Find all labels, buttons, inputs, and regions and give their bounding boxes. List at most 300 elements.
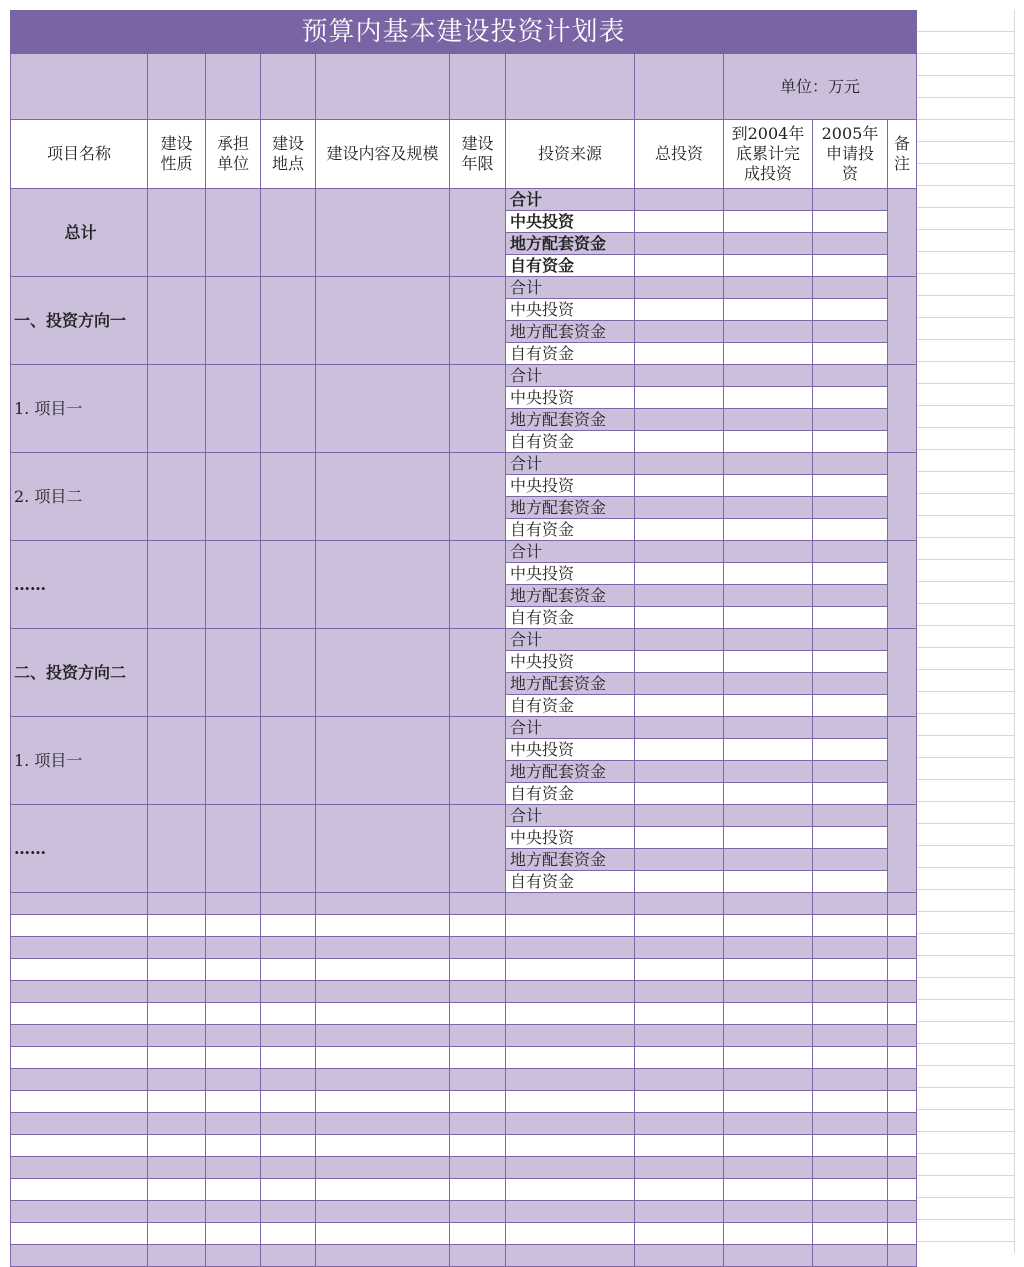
empty-cell[interactable]: [206, 1091, 261, 1113]
remark-cell[interactable]: [888, 277, 917, 365]
empty-cell[interactable]: [813, 1113, 888, 1135]
project-name-cell[interactable]: 总计: [11, 189, 148, 277]
group-cell[interactable]: [206, 541, 261, 629]
amount-cell[interactable]: [813, 607, 888, 629]
investment-source-cell[interactable]: 地方配套资金: [506, 673, 635, 695]
empty-cell[interactable]: [316, 1003, 450, 1025]
amount-cell[interactable]: [813, 299, 888, 321]
empty-cell[interactable]: [888, 1113, 917, 1135]
empty-cell[interactable]: [506, 893, 635, 915]
empty-cell[interactable]: [316, 1025, 450, 1047]
investment-source-cell[interactable]: 中央投资: [506, 651, 635, 673]
empty-cell[interactable]: [506, 937, 635, 959]
empty-cell[interactable]: [724, 1157, 813, 1179]
investment-source-cell[interactable]: 中央投资: [506, 739, 635, 761]
amount-cell[interactable]: [724, 717, 813, 739]
empty-cell[interactable]: [724, 1047, 813, 1069]
empty-cell[interactable]: [450, 915, 506, 937]
empty-cell[interactable]: [724, 1069, 813, 1091]
amount-cell[interactable]: [813, 189, 888, 211]
empty-cell[interactable]: [724, 1135, 813, 1157]
empty-cell[interactable]: [635, 1069, 724, 1091]
amount-cell[interactable]: [724, 849, 813, 871]
amount-cell[interactable]: [635, 299, 724, 321]
empty-cell[interactable]: [11, 1091, 148, 1113]
amount-cell[interactable]: [635, 475, 724, 497]
empty-cell[interactable]: [888, 1003, 917, 1025]
empty-cell[interactable]: [148, 1201, 206, 1223]
group-cell[interactable]: [316, 717, 450, 805]
amount-cell[interactable]: [635, 871, 724, 893]
empty-cell[interactable]: [261, 915, 316, 937]
group-cell[interactable]: [450, 365, 506, 453]
empty-cell[interactable]: [261, 1113, 316, 1135]
empty-cell[interactable]: [506, 1135, 635, 1157]
empty-cell[interactable]: [635, 1047, 724, 1069]
group-cell[interactable]: [148, 365, 206, 453]
empty-cell[interactable]: [148, 1091, 206, 1113]
empty-cell[interactable]: [450, 1025, 506, 1047]
amount-cell[interactable]: [635, 211, 724, 233]
amount-cell[interactable]: [635, 541, 724, 563]
empty-cell[interactable]: [450, 1135, 506, 1157]
amount-cell[interactable]: [813, 475, 888, 497]
amount-cell[interactable]: [724, 739, 813, 761]
investment-source-cell[interactable]: 中央投资: [506, 299, 635, 321]
amount-cell[interactable]: [813, 343, 888, 365]
amount-cell[interactable]: [635, 827, 724, 849]
unit-row-cell[interactable]: [635, 54, 724, 120]
unit-row-cell[interactable]: [148, 54, 206, 120]
empty-cell[interactable]: [724, 959, 813, 981]
amount-cell[interactable]: [724, 387, 813, 409]
empty-cell[interactable]: [316, 893, 450, 915]
unit-row-cell[interactable]: [450, 54, 506, 120]
empty-cell[interactable]: [813, 1025, 888, 1047]
empty-cell[interactable]: [635, 1025, 724, 1047]
investment-source-cell[interactable]: 合计: [506, 453, 635, 475]
amount-cell[interactable]: [635, 629, 724, 651]
group-cell[interactable]: [261, 541, 316, 629]
group-cell[interactable]: [148, 805, 206, 893]
amount-cell[interactable]: [813, 761, 888, 783]
empty-cell[interactable]: [813, 1047, 888, 1069]
unit-row-cell[interactable]: [316, 54, 450, 120]
empty-cell[interactable]: [206, 893, 261, 915]
amount-cell[interactable]: [724, 761, 813, 783]
empty-cell[interactable]: [450, 937, 506, 959]
empty-cell[interactable]: [11, 1201, 148, 1223]
amount-cell[interactable]: [813, 365, 888, 387]
investment-source-cell[interactable]: 自有资金: [506, 343, 635, 365]
investment-source-cell[interactable]: 地方配套资金: [506, 761, 635, 783]
empty-cell[interactable]: [316, 1091, 450, 1113]
investment-source-cell[interactable]: 地方配套资金: [506, 233, 635, 255]
empty-cell[interactable]: [813, 915, 888, 937]
group-cell[interactable]: [206, 717, 261, 805]
amount-cell[interactable]: [724, 409, 813, 431]
amount-cell[interactable]: [635, 651, 724, 673]
empty-cell[interactable]: [450, 1245, 506, 1267]
amount-cell[interactable]: [813, 541, 888, 563]
amount-cell[interactable]: [724, 805, 813, 827]
group-cell[interactable]: [450, 805, 506, 893]
empty-cell[interactable]: [206, 1025, 261, 1047]
empty-cell[interactable]: [506, 1069, 635, 1091]
amount-cell[interactable]: [724, 871, 813, 893]
empty-cell[interactable]: [724, 915, 813, 937]
empty-cell[interactable]: [316, 1245, 450, 1267]
investment-source-cell[interactable]: 合计: [506, 717, 635, 739]
empty-cell[interactable]: [635, 1245, 724, 1267]
empty-cell[interactable]: [261, 1091, 316, 1113]
empty-cell[interactable]: [635, 1091, 724, 1113]
amount-cell[interactable]: [724, 475, 813, 497]
group-cell[interactable]: [261, 805, 316, 893]
amount-cell[interactable]: [813, 233, 888, 255]
amount-cell[interactable]: [724, 607, 813, 629]
empty-cell[interactable]: [450, 1003, 506, 1025]
amount-cell[interactable]: [724, 651, 813, 673]
investment-source-cell[interactable]: 自有资金: [506, 255, 635, 277]
empty-cell[interactable]: [261, 1179, 316, 1201]
amount-cell[interactable]: [635, 365, 724, 387]
empty-cell[interactable]: [813, 1201, 888, 1223]
amount-cell[interactable]: [635, 519, 724, 541]
empty-cell[interactable]: [148, 1157, 206, 1179]
group-cell[interactable]: [206, 805, 261, 893]
empty-cell[interactable]: [506, 1245, 635, 1267]
remark-cell[interactable]: [888, 365, 917, 453]
empty-cell[interactable]: [316, 1179, 450, 1201]
empty-cell[interactable]: [635, 1179, 724, 1201]
empty-cell[interactable]: [316, 1157, 450, 1179]
amount-cell[interactable]: [724, 563, 813, 585]
amount-cell[interactable]: [724, 211, 813, 233]
empty-cell[interactable]: [148, 1179, 206, 1201]
group-cell[interactable]: [316, 629, 450, 717]
empty-cell[interactable]: [206, 1113, 261, 1135]
group-cell[interactable]: [450, 541, 506, 629]
empty-cell[interactable]: [11, 937, 148, 959]
empty-cell[interactable]: [316, 1135, 450, 1157]
group-cell[interactable]: [261, 629, 316, 717]
group-cell[interactable]: [450, 453, 506, 541]
unit-row-cell[interactable]: [261, 54, 316, 120]
group-cell[interactable]: [316, 541, 450, 629]
empty-cell[interactable]: [888, 1069, 917, 1091]
empty-cell[interactable]: [148, 959, 206, 981]
amount-cell[interactable]: [813, 497, 888, 519]
empty-cell[interactable]: [11, 893, 148, 915]
empty-cell[interactable]: [506, 1157, 635, 1179]
amount-cell[interactable]: [724, 695, 813, 717]
amount-cell[interactable]: [635, 387, 724, 409]
amount-cell[interactable]: [813, 695, 888, 717]
empty-cell[interactable]: [206, 1223, 261, 1245]
amount-cell[interactable]: [635, 607, 724, 629]
empty-cell[interactable]: [206, 937, 261, 959]
investment-source-cell[interactable]: 中央投资: [506, 211, 635, 233]
empty-cell[interactable]: [635, 981, 724, 1003]
amount-cell[interactable]: [724, 673, 813, 695]
empty-cell[interactable]: [450, 1201, 506, 1223]
empty-cell[interactable]: [813, 1157, 888, 1179]
empty-cell[interactable]: [813, 1091, 888, 1113]
empty-cell[interactable]: [888, 1091, 917, 1113]
amount-cell[interactable]: [813, 673, 888, 695]
empty-cell[interactable]: [888, 1047, 917, 1069]
empty-cell[interactable]: [148, 937, 206, 959]
amount-cell[interactable]: [724, 277, 813, 299]
empty-cell[interactable]: [11, 1135, 148, 1157]
empty-cell[interactable]: [261, 1245, 316, 1267]
amount-cell[interactable]: [813, 453, 888, 475]
empty-cell[interactable]: [148, 1025, 206, 1047]
empty-cell[interactable]: [724, 1025, 813, 1047]
empty-cell[interactable]: [206, 1245, 261, 1267]
empty-cell[interactable]: [635, 893, 724, 915]
amount-cell[interactable]: [813, 651, 888, 673]
group-cell[interactable]: [450, 277, 506, 365]
amount-cell[interactable]: [724, 783, 813, 805]
amount-cell[interactable]: [635, 453, 724, 475]
remark-cell[interactable]: [888, 629, 917, 717]
empty-cell[interactable]: [724, 1113, 813, 1135]
empty-cell[interactable]: [206, 1069, 261, 1091]
group-cell[interactable]: [148, 277, 206, 365]
investment-source-cell[interactable]: 合计: [506, 805, 635, 827]
investment-source-cell[interactable]: 地方配套资金: [506, 321, 635, 343]
empty-cell[interactable]: [11, 1157, 148, 1179]
empty-cell[interactable]: [635, 1157, 724, 1179]
empty-cell[interactable]: [11, 1113, 148, 1135]
empty-cell[interactable]: [888, 1201, 917, 1223]
empty-cell[interactable]: [11, 1179, 148, 1201]
amount-cell[interactable]: [635, 585, 724, 607]
empty-cell[interactable]: [888, 893, 917, 915]
empty-cell[interactable]: [506, 1091, 635, 1113]
group-cell[interactable]: [316, 805, 450, 893]
empty-cell[interactable]: [206, 1201, 261, 1223]
empty-cell[interactable]: [206, 1047, 261, 1069]
empty-cell[interactable]: [148, 893, 206, 915]
group-cell[interactable]: [450, 189, 506, 277]
empty-cell[interactable]: [316, 1069, 450, 1091]
project-name-cell[interactable]: 2. 项目二: [11, 453, 148, 541]
empty-cell[interactable]: [888, 1223, 917, 1245]
empty-cell[interactable]: [506, 1047, 635, 1069]
amount-cell[interactable]: [813, 585, 888, 607]
empty-cell[interactable]: [261, 1003, 316, 1025]
empty-cell[interactable]: [11, 1223, 148, 1245]
amount-cell[interactable]: [813, 827, 888, 849]
amount-cell[interactable]: [635, 673, 724, 695]
amount-cell[interactable]: [635, 189, 724, 211]
amount-cell[interactable]: [813, 211, 888, 233]
empty-cell[interactable]: [148, 981, 206, 1003]
group-cell[interactable]: [316, 277, 450, 365]
empty-cell[interactable]: [148, 1003, 206, 1025]
empty-cell[interactable]: [261, 1223, 316, 1245]
empty-cell[interactable]: [635, 1201, 724, 1223]
empty-cell[interactable]: [148, 1135, 206, 1157]
project-name-cell[interactable]: 二、投资方向二: [11, 629, 148, 717]
empty-cell[interactable]: [261, 1135, 316, 1157]
empty-cell[interactable]: [261, 1047, 316, 1069]
empty-cell[interactable]: [888, 959, 917, 981]
empty-cell[interactable]: [11, 915, 148, 937]
empty-cell[interactable]: [450, 893, 506, 915]
empty-cell[interactable]: [813, 1179, 888, 1201]
empty-cell[interactable]: [813, 1135, 888, 1157]
group-cell[interactable]: [148, 717, 206, 805]
empty-cell[interactable]: [813, 1223, 888, 1245]
empty-cell[interactable]: [635, 915, 724, 937]
investment-source-cell[interactable]: 自有资金: [506, 431, 635, 453]
investment-source-cell[interactable]: 合计: [506, 629, 635, 651]
empty-cell[interactable]: [635, 1223, 724, 1245]
empty-cell[interactable]: [450, 1179, 506, 1201]
empty-cell[interactable]: [206, 1157, 261, 1179]
amount-cell[interactable]: [635, 563, 724, 585]
project-name-cell[interactable]: ……: [11, 541, 148, 629]
empty-cell[interactable]: [261, 893, 316, 915]
empty-cell[interactable]: [450, 1223, 506, 1245]
empty-cell[interactable]: [206, 1179, 261, 1201]
amount-cell[interactable]: [724, 541, 813, 563]
group-cell[interactable]: [206, 629, 261, 717]
empty-cell[interactable]: [450, 1047, 506, 1069]
group-cell[interactable]: [316, 189, 450, 277]
empty-cell[interactable]: [813, 893, 888, 915]
amount-cell[interactable]: [724, 585, 813, 607]
empty-cell[interactable]: [206, 1003, 261, 1025]
empty-cell[interactable]: [450, 1091, 506, 1113]
empty-cell[interactable]: [888, 1025, 917, 1047]
empty-cell[interactable]: [888, 1135, 917, 1157]
group-cell[interactable]: [316, 453, 450, 541]
empty-cell[interactable]: [888, 937, 917, 959]
group-cell[interactable]: [316, 365, 450, 453]
investment-source-cell[interactable]: 自有资金: [506, 607, 635, 629]
empty-cell[interactable]: [316, 981, 450, 1003]
project-name-cell[interactable]: 1. 项目一: [11, 717, 148, 805]
empty-cell[interactable]: [724, 1091, 813, 1113]
amount-cell[interactable]: [635, 321, 724, 343]
empty-cell[interactable]: [450, 1069, 506, 1091]
amount-cell[interactable]: [635, 783, 724, 805]
empty-cell[interactable]: [888, 1245, 917, 1267]
empty-cell[interactable]: [506, 981, 635, 1003]
empty-cell[interactable]: [635, 1003, 724, 1025]
amount-cell[interactable]: [813, 629, 888, 651]
empty-cell[interactable]: [148, 1113, 206, 1135]
empty-cell[interactable]: [316, 1201, 450, 1223]
amount-cell[interactable]: [813, 871, 888, 893]
group-cell[interactable]: [206, 365, 261, 453]
empty-cell[interactable]: [11, 1245, 148, 1267]
empty-cell[interactable]: [206, 959, 261, 981]
empty-cell[interactable]: [888, 981, 917, 1003]
investment-source-cell[interactable]: 地方配套资金: [506, 497, 635, 519]
empty-cell[interactable]: [450, 981, 506, 1003]
empty-cell[interactable]: [261, 1025, 316, 1047]
amount-cell[interactable]: [635, 739, 724, 761]
empty-cell[interactable]: [206, 981, 261, 1003]
group-cell[interactable]: [450, 717, 506, 805]
empty-cell[interactable]: [635, 937, 724, 959]
amount-cell[interactable]: [813, 431, 888, 453]
amount-cell[interactable]: [813, 387, 888, 409]
project-name-cell[interactable]: 一、投资方向一: [11, 277, 148, 365]
empty-cell[interactable]: [261, 937, 316, 959]
empty-cell[interactable]: [635, 959, 724, 981]
empty-cell[interactable]: [506, 1025, 635, 1047]
empty-cell[interactable]: [724, 937, 813, 959]
amount-cell[interactable]: [635, 717, 724, 739]
group-cell[interactable]: [261, 277, 316, 365]
investment-source-cell[interactable]: 中央投资: [506, 827, 635, 849]
remark-cell[interactable]: [888, 453, 917, 541]
investment-source-cell[interactable]: 自有资金: [506, 871, 635, 893]
remark-cell[interactable]: [888, 189, 917, 277]
empty-cell[interactable]: [261, 1157, 316, 1179]
empty-cell[interactable]: [11, 1069, 148, 1091]
empty-cell[interactable]: [450, 959, 506, 981]
empty-cell[interactable]: [724, 1223, 813, 1245]
amount-cell[interactable]: [813, 717, 888, 739]
amount-cell[interactable]: [813, 563, 888, 585]
remark-cell[interactable]: [888, 541, 917, 629]
empty-cell[interactable]: [11, 959, 148, 981]
empty-cell[interactable]: [11, 981, 148, 1003]
empty-cell[interactable]: [813, 1069, 888, 1091]
empty-cell[interactable]: [506, 959, 635, 981]
empty-cell[interactable]: [506, 1003, 635, 1025]
empty-cell[interactable]: [724, 1201, 813, 1223]
empty-cell[interactable]: [724, 981, 813, 1003]
investment-source-cell[interactable]: 中央投资: [506, 563, 635, 585]
amount-cell[interactable]: [724, 497, 813, 519]
amount-cell[interactable]: [813, 783, 888, 805]
investment-source-cell[interactable]: 自有资金: [506, 695, 635, 717]
amount-cell[interactable]: [635, 849, 724, 871]
empty-cell[interactable]: [724, 1245, 813, 1267]
amount-cell[interactable]: [724, 431, 813, 453]
empty-cell[interactable]: [316, 959, 450, 981]
group-cell[interactable]: [148, 629, 206, 717]
investment-source-cell[interactable]: 合计: [506, 189, 635, 211]
empty-cell[interactable]: [261, 1201, 316, 1223]
empty-cell[interactable]: [148, 1223, 206, 1245]
empty-cell[interactable]: [148, 1245, 206, 1267]
amount-cell[interactable]: [813, 739, 888, 761]
investment-source-cell[interactable]: 自有资金: [506, 783, 635, 805]
empty-cell[interactable]: [724, 893, 813, 915]
project-name-cell[interactable]: ……: [11, 805, 148, 893]
investment-source-cell[interactable]: 合计: [506, 541, 635, 563]
investment-source-cell[interactable]: 合计: [506, 277, 635, 299]
amount-cell[interactable]: [724, 321, 813, 343]
empty-cell[interactable]: [11, 1003, 148, 1025]
amount-cell[interactable]: [635, 805, 724, 827]
group-cell[interactable]: [261, 189, 316, 277]
group-cell[interactable]: [148, 189, 206, 277]
amount-cell[interactable]: [635, 409, 724, 431]
empty-cell[interactable]: [148, 1047, 206, 1069]
amount-cell[interactable]: [724, 299, 813, 321]
